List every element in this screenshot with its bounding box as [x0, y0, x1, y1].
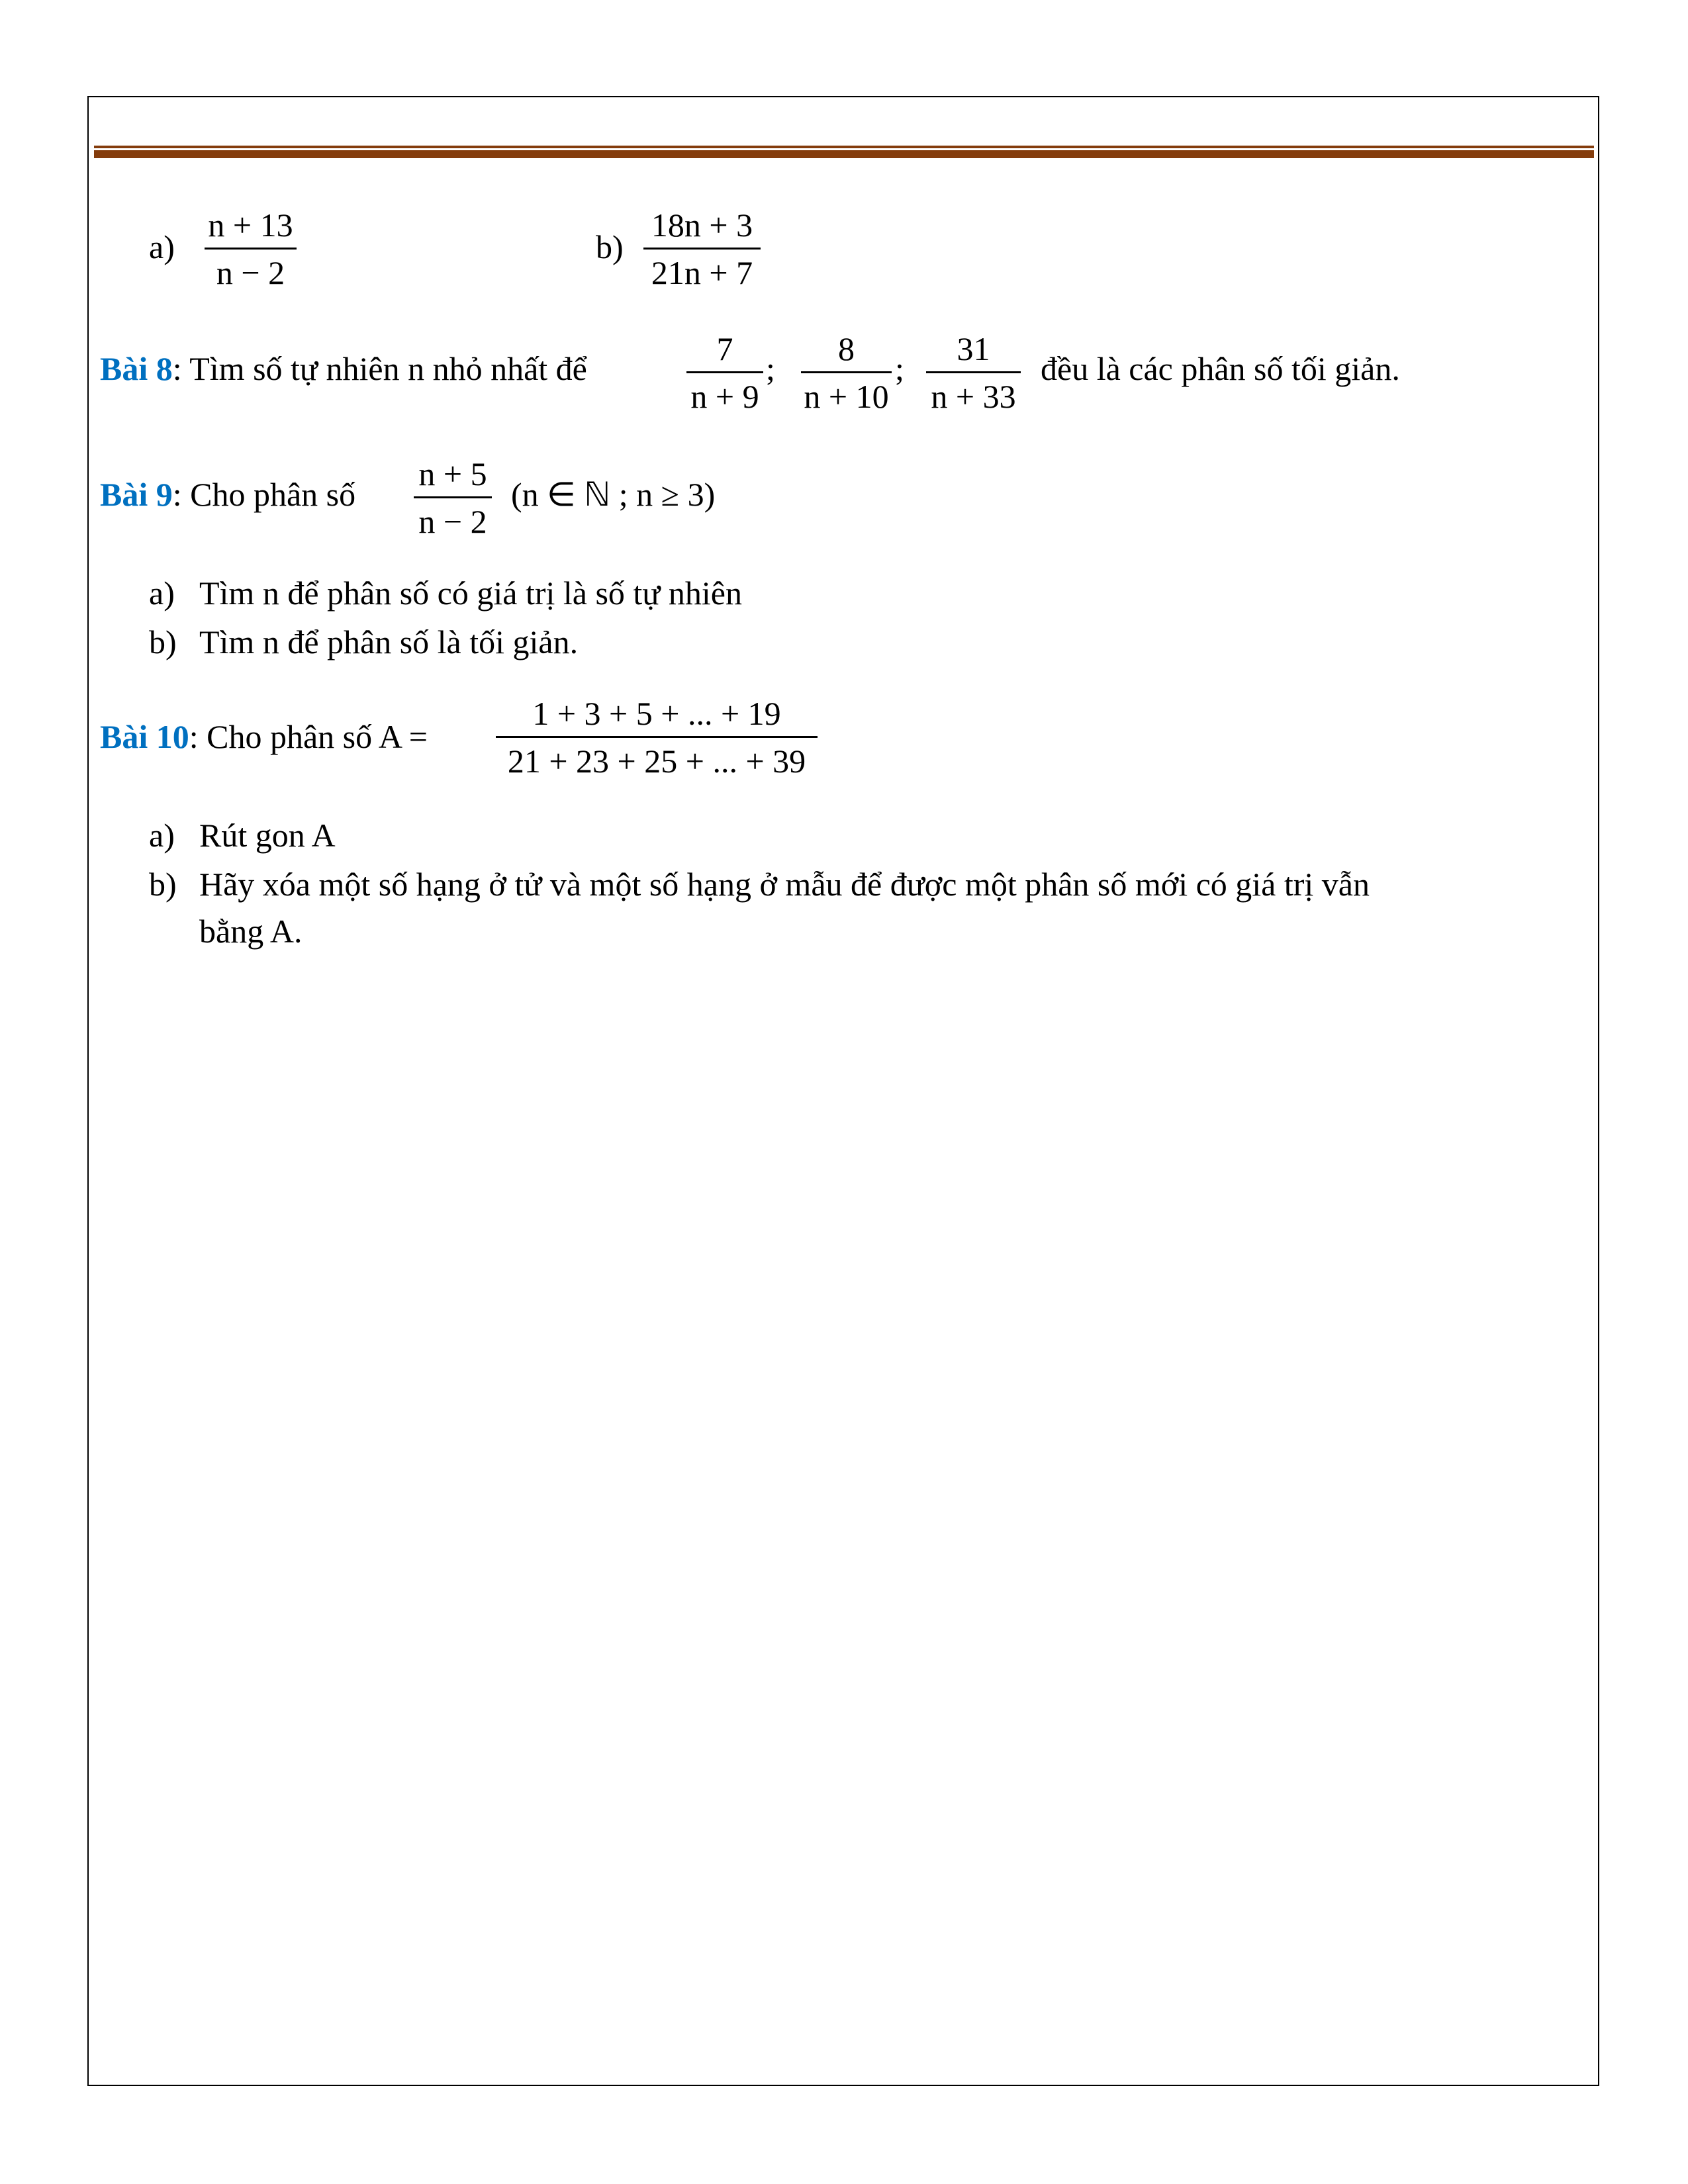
denominator: n + 10 — [804, 378, 889, 415]
denominator: n + 33 — [931, 378, 1016, 415]
denominator: n − 2 — [216, 254, 285, 291]
denominator: n − 2 — [418, 503, 487, 540]
separator: ; — [766, 350, 775, 387]
bai9-item-a-label: a) — [149, 574, 175, 612]
bai10-item-a-text: Rút gon A — [199, 817, 336, 854]
fraction-bar — [643, 248, 761, 250]
bai10-item-b-text: Hãy xóa một số hạng ở tử và một số hạng ở mẫu để được một phân số mới có giá trị vẫn — [199, 866, 1370, 903]
fraction-bar — [801, 371, 892, 373]
bai8-line — [100, 352, 587, 385]
bai10-line — [100, 720, 428, 753]
fraction-bar — [926, 371, 1021, 373]
fraction-bar — [414, 496, 492, 498]
denominator: 21n + 7 — [651, 254, 753, 291]
bai10-title: Bài 10 — [100, 718, 189, 755]
part-a-label: a) — [149, 228, 175, 265]
numerator: n + 13 — [208, 206, 293, 244]
numerator: 1 + 3 + 5 + ... + 19 — [532, 695, 781, 732]
bai8-title: Bài 8 — [100, 350, 173, 387]
bai9-condition: (n ∈ ℕ ; n ≥ 3) — [511, 476, 716, 513]
numerator: 8 — [838, 330, 855, 367]
bai9-item-b-label: b) — [149, 623, 177, 660]
bai9-text: : Cho phân số — [172, 476, 356, 513]
bai9-item-a-text: Tìm n để phân số có giá trị là số tự nhiên — [199, 574, 742, 612]
part-b-label: b) — [596, 228, 624, 265]
numerator: 31 — [957, 330, 990, 367]
separator: ; — [895, 350, 904, 387]
header-rule-thick — [94, 150, 1594, 158]
bai10-item-b-continuation: bằng A. — [199, 913, 303, 950]
fraction-bar — [686, 371, 763, 373]
bai10-item-a-label: a) — [149, 817, 175, 854]
bai9-item-b-text: Tìm n để phân số là tối giản. — [199, 623, 579, 660]
numerator: 7 — [716, 330, 733, 367]
bai10-item-b-label: b) — [149, 866, 177, 903]
bai9-line — [100, 478, 355, 511]
bai8-tail: đều là các phân số tối giản. — [1041, 350, 1400, 387]
numerator: n + 5 — [418, 455, 487, 492]
fraction-bar — [496, 736, 818, 738]
numerator: 18n + 3 — [651, 206, 753, 244]
bai8-text: : Tìm số tự nhiên n nhỏ nhất để — [172, 350, 587, 387]
fraction-bar — [205, 248, 297, 250]
bai10-text: : Cho phân số A = — [189, 718, 428, 755]
denominator: n + 9 — [690, 378, 759, 415]
denominator: 21 + 23 + 25 + ... + 39 — [507, 743, 806, 780]
header-rule-thin — [94, 146, 1594, 148]
bai9-title: Bài 9 — [100, 476, 173, 513]
